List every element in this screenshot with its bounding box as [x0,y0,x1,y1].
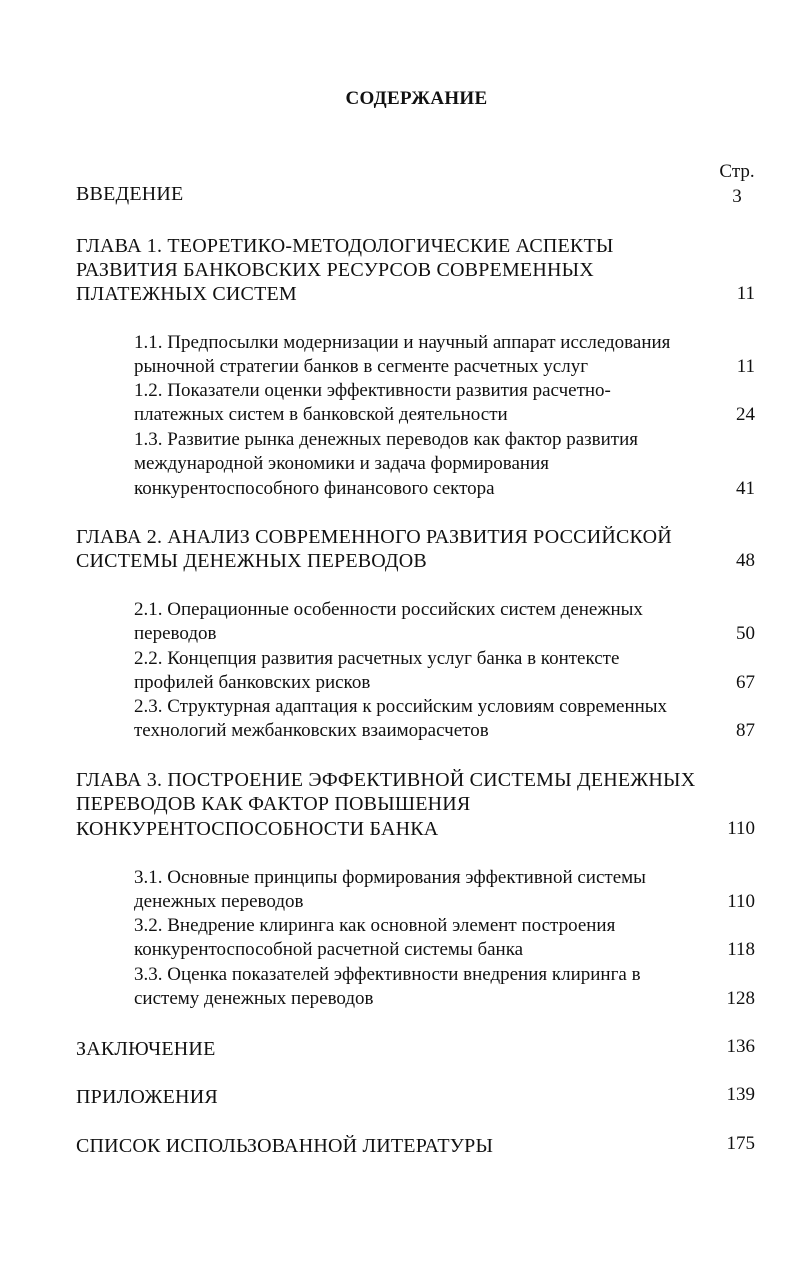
toc-page-references: 175 [726,1133,755,1154]
toc-section-1-2-line-1: 1.2. Показатели оценки эффективности развития расчетно- [134,380,611,401]
toc-page-section-2-2: 67 [736,672,755,693]
toc-page-section-3-1: 110 [727,891,755,912]
toc-page-conclusion: 136 [726,1036,755,1057]
toc-chapter-3-line-3: КОНКУРЕНТОСПОСОБНОСТИ БАНКА [76,818,439,840]
toc-section-2-3-line-1: 2.3. Структурная адаптация к российским условиям современных [134,696,668,717]
toc-section-1-1-line-2: рыночной стратегии банков в сегменте расчетных услуг [134,356,589,377]
toc-section-1-1-line-1: 1.1. Предпосылки модернизации и научный аппарат исследования [134,332,671,353]
toc-section-2-2-line-1: 2.2. Концепция развития расчетных услуг банка в контексте [134,648,620,669]
page-column-header: Стр. [719,161,755,182]
toc-section-1-2-line-2: платежных систем в банковской деятельности [134,404,508,425]
toc-chapter-2-line-1: ГЛАВА 2. АНАЛИЗ СОВРЕМЕННОГО РАЗВИТИЯ РОССИЙСКОЙ [76,526,672,548]
toc-section-2-1-line-2: переводов [134,623,217,644]
toc-section-3-2-line-1: 3.2. Внедрение клиринга как основной элемент построения [134,915,616,936]
toc-page-intro: 3 [732,186,742,207]
toc-section-2-1-line-1: 2.1. Операционные особенности российских систем денежных [134,599,643,620]
toc-page-chapter-3: 110 [727,818,755,839]
toc-section-3-3-line-1: 3.3. Оценка показателей эффективности внедрения клиринга в [134,964,641,985]
toc-section-3-3-line-2: систему денежных переводов [134,988,374,1009]
toc-page-section-1-3: 41 [736,478,755,499]
toc-entry-appendix: ПРИЛОЖЕНИЯ [76,1086,218,1108]
toc-chapter-1-line-3: ПЛАТЕЖНЫХ СИСТЕМ [76,283,297,305]
toc-section-2-2-line-2: профилей банковских рисков [134,672,371,693]
toc-page-section-2-1: 50 [736,623,755,644]
toc-section-3-1-line-1: 3.1. Основные принципы формирования эффективной системы [134,867,646,888]
toc-page-section-3-3: 128 [726,988,755,1009]
toc-entry-intro: ВВЕДЕНИЕ [76,183,184,205]
toc-chapter-3-line-1: ГЛАВА 3. ПОСТРОЕНИЕ ЭФФЕКТИВНОЙ СИСТЕМЫ ДЕНЕЖНЫХ [76,769,696,791]
toc-section-1-3-line-3: конкурентоспособного финансового сектора [134,478,495,499]
toc-page-section-1-2: 24 [736,404,755,425]
toc-page-appendix: 139 [726,1084,755,1105]
toc-section-1-3-line-1: 1.3. Развитие рынка денежных переводов как фактор развития [134,429,639,450]
toc-title: СОДЕРЖАНИЕ [345,88,488,109]
toc-section-2-3-line-2: технологий межбанковских взаиморасчетов [134,720,489,741]
toc-chapter-1-line-2: РАЗВИТИЯ БАНКОВСКИХ РЕСУРСОВ СОВРЕМЕННЫХ [76,259,594,281]
toc-chapter-2-line-2: СИСТЕМЫ ДЕНЕЖНЫХ ПЕРЕВОДОВ [76,550,427,572]
toc-chapter-3-line-2: ПЕРЕВОДОВ КАК ФАКТОР ПОВЫШЕНИЯ [76,793,471,815]
toc-page-chapter-1: 11 [736,283,755,304]
toc-entry-references: СПИСОК ИСПОЛЬЗОВАННОЙ ЛИТЕРАТУРЫ [76,1135,494,1157]
toc-section-1-3-line-2: международной экономики и задача формирования [134,453,550,474]
toc-page-section-2-3: 87 [736,720,755,741]
toc-section-3-1-line-2: денежных переводов [134,891,304,912]
toc-section-3-2-line-2: конкурентоспособной расчетной системы банка [134,939,524,960]
toc-chapter-1-line-1: ГЛАВА 1. ТЕОРЕТИКО-МЕТОДОЛОГИЧЕСКИЕ АСПЕКТЫ [76,235,614,257]
toc-entry-conclusion: ЗАКЛЮЧЕНИЕ [76,1038,216,1060]
toc-page-section-3-2: 118 [727,939,755,960]
toc-page-section-1-1: 11 [736,356,755,377]
toc-page-chapter-2: 48 [736,550,755,571]
